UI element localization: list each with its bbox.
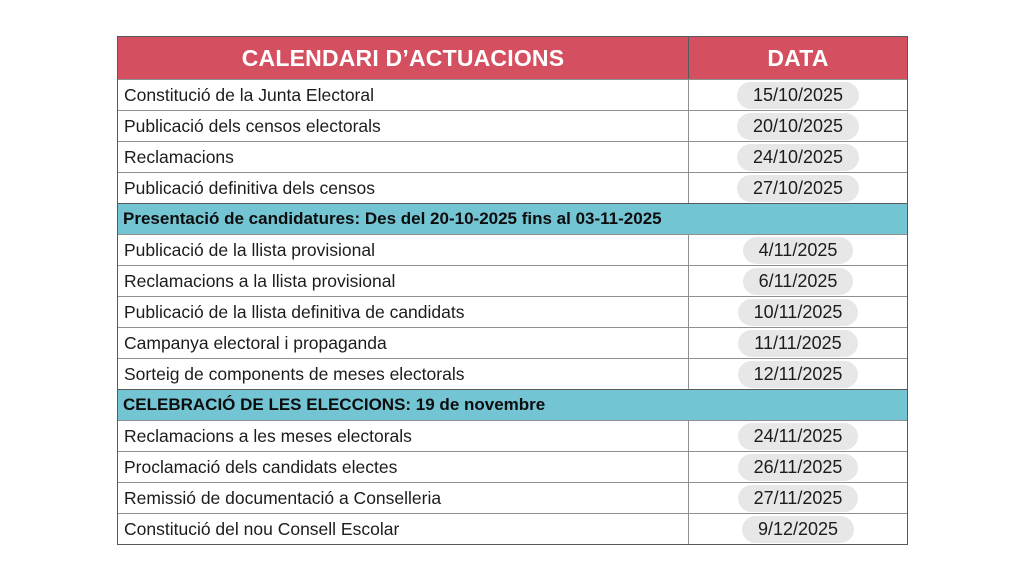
- action-label: Publicació definitiva dels censos: [118, 173, 689, 203]
- date-pill: 27/11/2025: [738, 485, 859, 512]
- date-pill: 15/10/2025: [737, 82, 859, 109]
- date-pill: 12/11/2025: [738, 361, 859, 388]
- date-cell: [689, 173, 907, 203]
- action-label: Proclamació dels candidats electes: [118, 452, 689, 482]
- table-row: [118, 172, 907, 203]
- date-cell: [689, 80, 907, 110]
- date-cell: [689, 359, 907, 389]
- action-label: Reclamacions a la llista provisional: [118, 266, 689, 296]
- section-row-candidatures: Presentació de candidatures: Des del 20-10-2025 fins al 03-11-2025: [118, 203, 907, 234]
- action-label: Sorteig de components de meses electorals: [118, 359, 689, 389]
- action-label: Publicació dels censos electorals: [118, 111, 689, 141]
- date-cell: [689, 266, 907, 296]
- date-pill: 4/11/2025: [743, 237, 854, 264]
- action-label: Reclamacions a les meses electorals: [118, 421, 689, 451]
- date-cell: [689, 142, 907, 172]
- date-pill: 27/10/2025: [737, 175, 859, 202]
- date-cell: [689, 483, 907, 513]
- action-label: Constitució del nou Consell Escolar: [118, 514, 689, 544]
- header-actions-column: CALENDARI D’ACTUACIONS: [118, 37, 689, 79]
- date-pill: 10/11/2025: [738, 299, 859, 326]
- date-pill: 20/10/2025: [737, 113, 859, 140]
- date-pill: 11/11/2025: [738, 330, 857, 357]
- action-label: Remissió de documentació a Conselleria: [118, 483, 689, 513]
- date-pill: 24/11/2025: [738, 423, 859, 450]
- election-calendar-table: [117, 36, 908, 545]
- table-row: [118, 110, 907, 141]
- table-row: [118, 327, 907, 358]
- table-row: [118, 234, 907, 265]
- date-cell: [689, 328, 907, 358]
- date-cell: [689, 452, 907, 482]
- date-cell: [689, 514, 907, 544]
- date-cell: [689, 421, 907, 451]
- table-header-row: [118, 37, 907, 79]
- date-cell: [689, 235, 907, 265]
- table-row: [118, 482, 907, 513]
- action-label: Campanya electoral i propaganda: [118, 328, 689, 358]
- header-date-column: DATA: [767, 44, 829, 71]
- date-cell: [689, 297, 907, 327]
- date-pill: 24/10/2025: [737, 144, 859, 171]
- date-pill: 6/11/2025: [743, 268, 854, 295]
- table-row: [118, 420, 907, 451]
- table-row: [118, 451, 907, 482]
- action-label: Reclamacions: [118, 142, 689, 172]
- table-row: [118, 513, 907, 544]
- table-row: [118, 358, 907, 389]
- action-label: Constitució de la Junta Electoral: [118, 80, 689, 110]
- action-label: Publicació de la llista provisional: [118, 235, 689, 265]
- section-row-eleccions: CELEBRACIÓ DE LES ELECCIONS: 19 de novembre: [118, 389, 907, 420]
- table-row: [118, 79, 907, 110]
- date-cell: [689, 111, 907, 141]
- table-row: [118, 265, 907, 296]
- table-row: [118, 141, 907, 172]
- date-pill: 9/12/2025: [742, 516, 854, 543]
- action-label: Publicació de la llista definitiva de candidats: [118, 297, 689, 327]
- table-row: [118, 296, 907, 327]
- date-pill: 26/11/2025: [738, 454, 859, 481]
